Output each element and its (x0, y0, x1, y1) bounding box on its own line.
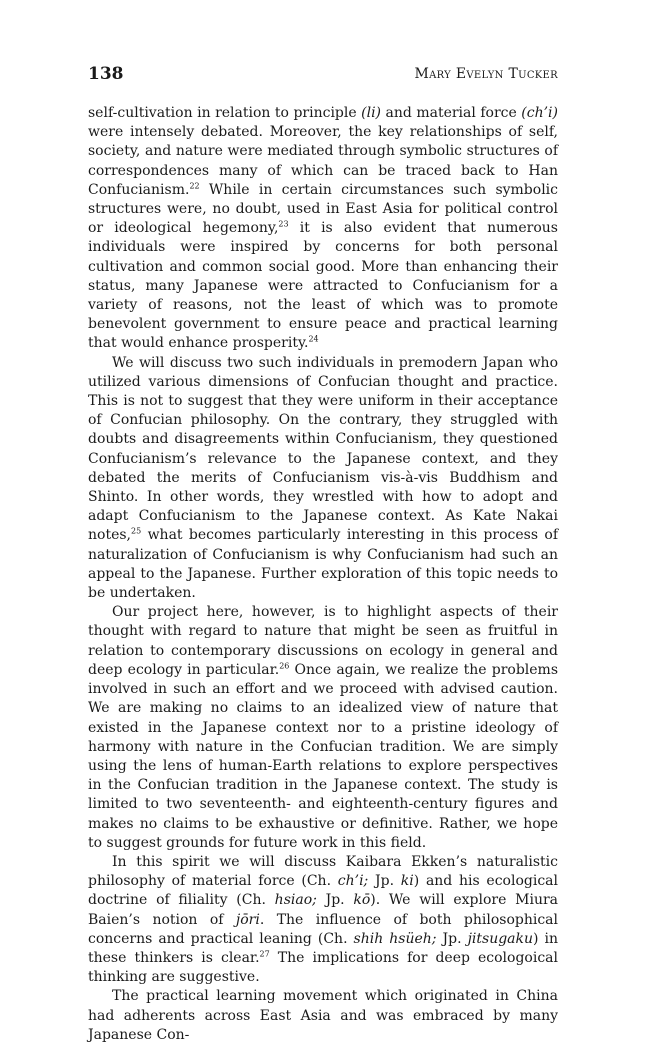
footnote-ref: 26 (279, 661, 290, 671)
text-run: Jp. (316, 892, 354, 909)
text-run: Once again, we realize the problems involved in such an effort and we proceed with advised caution. We are making no claims to an idealized view of nature that existed in the Japanese context nor to a pristine ideology of harmony with nature in the Confucian tradition. We are simply using the lens of human-Earth relations to explore perspectives in the Confucian tradition in the Japanese context. The study is limited to two seventeenth- and eighteenth-century figures and makes no claims to be exhaustive or definitive. Rather, we hope to suggest grounds for future work in this field. (88, 661, 558, 851)
footnote-ref: 25 (131, 526, 142, 536)
text-run: it is also evident that numerous individuals were inspired by concerns for both personal cultivation and common social good. More than enhancing their status, many Japanese were attracted to Confucianism for a variety of reasons, not the least of which was to promote benevolent government to ensure peace and practical learning that would enhance prosperity. (88, 220, 558, 352)
text-run: ). We will explore Miura Baien’s notion of (88, 892, 558, 928)
paragraph-4 (88, 853, 558, 987)
page-header (88, 64, 558, 86)
italic-term: ki (400, 873, 414, 890)
italic-term: jōri (235, 911, 260, 928)
text-run: In this spirit we will discuss Kaibara Ekken’s naturalistic philosophy of material force (Ch. (88, 853, 558, 890)
footnote-ref: 23 (278, 219, 289, 229)
text-run: Jp. (436, 930, 468, 947)
paragraph-2 (88, 354, 558, 604)
text-run: what becomes particularly interesting in this process of naturalization of Confucianism is why Confucianism had such an appeal to the Japanese. Further exploration of this topic needs to be undertaken. (88, 527, 558, 602)
body-text (88, 104, 558, 1045)
text-run: The practical learning movement which originated in China had adherents across East Asia and was embraced by many Japanese Con- (88, 988, 558, 1043)
italic-term: hsiao; (274, 892, 317, 909)
page-number: 138 (88, 64, 124, 84)
text-run: and material force (381, 105, 522, 121)
text-run: We will discuss two such individuals in premodern Japan who utilized various dimensions of Confucian thought and practice. This is not to suggest that they were uniform in their acceptance of Confucian philosophy. On the contrary, they struggled with doubts and disagreements within Confucianism, they questioned Confucianism’s relevance to the Japanese context, and they debated the merits of Confucianism vis-à-vis Buddhism and Shinto. In other words, they wrestled with how to adopt and adapt Confucianism to the Japanese context. As Kate Nakai notes, (88, 354, 558, 544)
text-run: self-cultivation in relation to principle (88, 105, 362, 121)
italic-term: ch’i; (337, 873, 369, 890)
italic-term: kō (353, 892, 371, 909)
italic-term: (ch’i) (521, 105, 558, 121)
text-run: While in certain circumstances such symbolic structures were, no doubt, used in East Asia for political control or ideological hegemony, (88, 181, 558, 237)
text-run: Jp. (368, 873, 401, 890)
footnote-ref: 22 (189, 181, 200, 191)
italic-term: shih hsüeh; (353, 930, 437, 947)
text-run: ) in these thinkers is clear. (88, 930, 559, 966)
italic-term: (li) (361, 105, 382, 121)
paragraph-3 (88, 603, 558, 853)
footnote-ref: 27 (259, 949, 270, 959)
text-run: ) and his ecological doctrine of filiality (Ch. (88, 873, 558, 909)
text-run: Our project here, however, is to highlight aspects of their thought with regard to nature that might be seen as fruitful in relation to contemporary discussions on ecology in general and deep ecology in particular. (88, 604, 558, 678)
text-run: The implications for deep ecologoical thinking are suggestive. (88, 949, 558, 986)
text-run: were intensely debated. Moreover, the key relationships of self, society, and nature were mediated through symbolic structures of correspondences many of which can be traced back to Han Confucianism. (88, 124, 558, 198)
text-run: . The influence of both philosophical concerns and practical leaning (Ch. (88, 911, 558, 947)
footnote-ref: 24 (308, 334, 319, 344)
paragraph-1 (88, 104, 558, 354)
paragraph-5 (88, 987, 558, 1045)
italic-term: jitsugaku (467, 930, 534, 947)
running-head: Mary Evelyn Tucker (414, 66, 558, 82)
